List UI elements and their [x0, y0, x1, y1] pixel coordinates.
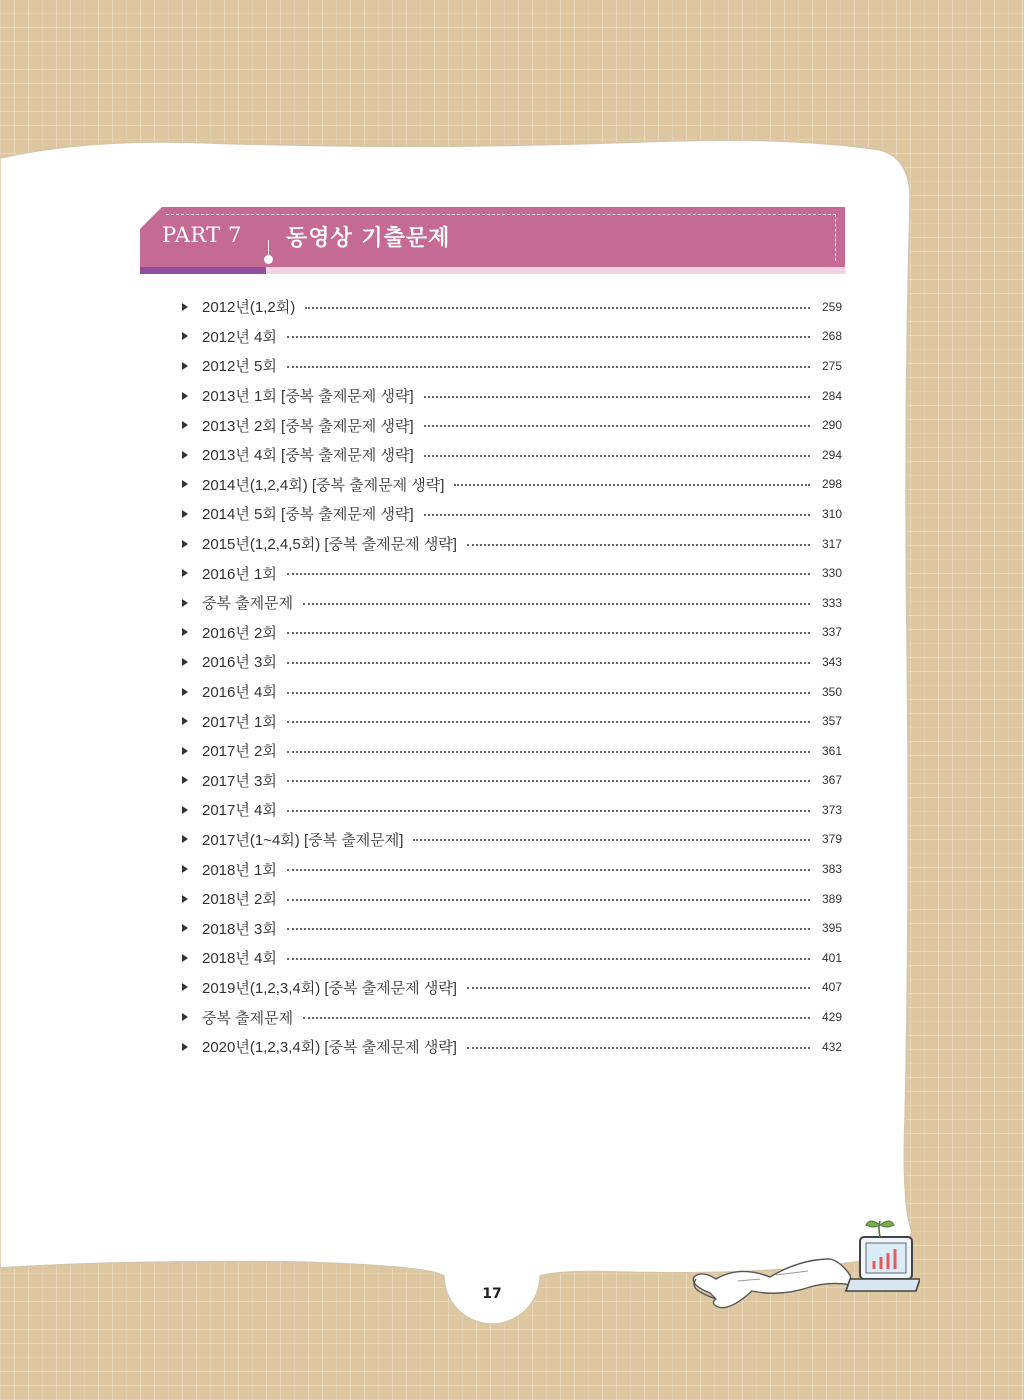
- part-header-underline-accent: [140, 267, 266, 274]
- triangle-bullet-icon: [182, 747, 188, 755]
- toc-entry[interactable]: [182, 470, 842, 500]
- toc-entry-label: 2018년 2회: [202, 891, 277, 909]
- toc-entry[interactable]: [182, 943, 842, 973]
- toc-entry-label: 2017년 3회: [202, 772, 277, 790]
- toc-entry[interactable]: [182, 854, 842, 884]
- toc-entry-label: 2012년 5회: [202, 358, 277, 376]
- toc-entry[interactable]: [182, 322, 842, 352]
- triangle-bullet-icon: [182, 1043, 188, 1051]
- triangle-bullet-icon: [182, 658, 188, 666]
- triangle-bullet-icon: [182, 451, 188, 459]
- toc-entry[interactable]: [182, 558, 842, 588]
- table-of-contents: [182, 292, 842, 1061]
- toc-entry[interactable]: [182, 706, 842, 736]
- dot-leader: [287, 780, 810, 782]
- part-header-dashed-border: [166, 214, 836, 261]
- toc-entry-page: 383: [821, 862, 842, 877]
- triangle-bullet-icon: [182, 332, 188, 340]
- triangle-bullet-icon: [182, 806, 188, 814]
- dot-leader: [424, 455, 810, 457]
- toc-entry-label: 2016년 4회: [202, 684, 277, 702]
- toc-entry[interactable]: [182, 499, 842, 529]
- dot-leader: [303, 603, 810, 605]
- toc-entry[interactable]: [182, 1002, 842, 1032]
- triangle-bullet-icon: [182, 717, 188, 725]
- dot-leader: [467, 987, 810, 989]
- toc-entry-label: 2018년 1회: [202, 861, 277, 879]
- triangle-bullet-icon: [182, 983, 188, 991]
- part-number: PART 7: [162, 223, 242, 247]
- toc-entry-page: 407: [821, 980, 842, 995]
- toc-entry[interactable]: [182, 588, 842, 618]
- toc-entry-page: 401: [821, 950, 842, 965]
- dot-leader: [467, 1047, 810, 1049]
- page-number: 17: [482, 1286, 502, 1302]
- dot-leader: [287, 632, 810, 634]
- toc-entry-label: 2014년 5회 [중복 출제문제 생략]: [202, 506, 414, 524]
- triangle-bullet-icon: [182, 688, 188, 696]
- toc-entry-page: 298: [821, 477, 842, 492]
- dot-leader: [287, 899, 810, 901]
- toc-entry-page: 294: [821, 447, 842, 462]
- toc-entry-label: 2016년 3회: [202, 654, 277, 672]
- dot-leader: [424, 514, 810, 516]
- triangle-bullet-icon: [182, 480, 188, 488]
- toc-entry-label: 2013년 1회 [중복 출제문제 생략]: [202, 388, 414, 406]
- toc-entry-page: 357: [821, 714, 842, 729]
- toc-entry-label: 2013년 2회 [중복 출제문제 생략]: [202, 417, 414, 435]
- triangle-bullet-icon: [182, 303, 188, 311]
- toc-entry[interactable]: [182, 529, 842, 559]
- toc-entry-label: 2017년 1회: [202, 713, 277, 731]
- part-title: 동영상 기출문제: [286, 226, 451, 251]
- toc-entry-page: 268: [821, 329, 842, 344]
- toc-entry-page: 432: [821, 1039, 842, 1054]
- toc-entry-page: 310: [821, 506, 842, 521]
- toc-entry-page: 379: [821, 832, 842, 847]
- toc-entry-page: 317: [821, 536, 842, 551]
- triangle-bullet-icon: [182, 924, 188, 932]
- toc-entry[interactable]: [182, 913, 842, 943]
- toc-entry-page: 284: [821, 388, 842, 403]
- dot-leader: [287, 751, 810, 753]
- toc-entry[interactable]: [182, 440, 842, 470]
- dot-leader: [287, 721, 810, 723]
- part-divider-stem: [268, 240, 269, 256]
- toc-entry-label: 2013년 4회 [중복 출제문제 생략]: [202, 447, 414, 465]
- toc-entry[interactable]: [182, 884, 842, 914]
- toc-entry[interactable]: [182, 381, 842, 411]
- dot-leader: [287, 366, 810, 368]
- triangle-bullet-icon: [182, 362, 188, 370]
- toc-entry-label: 2017년 4회: [202, 802, 277, 820]
- toc-entry-page: 389: [821, 891, 842, 906]
- triangle-bullet-icon: [182, 628, 188, 636]
- toc-entry[interactable]: [182, 825, 842, 855]
- toc-entry-label: 중복 출제문제: [202, 1009, 294, 1027]
- triangle-bullet-icon: [182, 1013, 188, 1021]
- toc-entry[interactable]: [182, 677, 842, 707]
- toc-entry[interactable]: [182, 973, 842, 1003]
- dot-leader: [287, 928, 810, 930]
- dot-leader: [287, 869, 810, 871]
- toc-entry-page: 395: [821, 921, 842, 936]
- toc-entry-label: 중복 출제문제: [202, 595, 294, 613]
- toc-entry-page: 290: [821, 418, 842, 433]
- triangle-bullet-icon: [182, 954, 188, 962]
- toc-entry-label: 2016년 2회: [202, 624, 277, 642]
- dot-leader: [287, 958, 810, 960]
- dot-leader: [454, 484, 810, 486]
- toc-entry-label: 2019년(1,2,3,4회) [중복 출제문제 생략]: [202, 979, 457, 997]
- triangle-bullet-icon: [182, 510, 188, 518]
- toc-entry-label: 2020년(1,2,3,4회) [중복 출제문제 생략]: [202, 1039, 457, 1057]
- toc-entry-page: 429: [821, 1010, 842, 1025]
- toc-entry-page: 373: [821, 802, 842, 817]
- triangle-bullet-icon: [182, 421, 188, 429]
- triangle-bullet-icon: [182, 569, 188, 577]
- triangle-bullet-icon: [182, 540, 188, 548]
- toc-entry-label: 2017년(1~4회) [중복 출제문제]: [202, 831, 404, 849]
- toc-entry-label: 2015년(1,2,4,5회) [중복 출제문제 생략]: [202, 536, 457, 554]
- toc-entry-label: 2016년 1회: [202, 565, 277, 583]
- toc-entry[interactable]: [182, 766, 842, 796]
- dot-leader: [305, 307, 810, 309]
- toc-entry-page: 259: [821, 299, 842, 314]
- toc-entry-page: 330: [821, 566, 842, 581]
- triangle-bullet-icon: [182, 599, 188, 607]
- toc-entry[interactable]: [182, 795, 842, 825]
- dot-leader: [287, 336, 810, 338]
- toc-entry-label: 2018년 4회: [202, 950, 277, 968]
- dot-leader: [303, 1017, 810, 1019]
- toc-entry[interactable]: [182, 647, 842, 677]
- laptop-with-paper-scroll-icon: [680, 1215, 920, 1325]
- triangle-bullet-icon: [182, 895, 188, 903]
- toc-entry[interactable]: [182, 351, 842, 381]
- dot-leader: [287, 662, 810, 664]
- triangle-bullet-icon: [182, 392, 188, 400]
- part-header-underline: [266, 267, 845, 274]
- dot-leader: [287, 692, 810, 694]
- dot-leader: [287, 573, 810, 575]
- toc-entry-page: 333: [821, 595, 842, 610]
- toc-entry[interactable]: [182, 736, 842, 766]
- toc-entry[interactable]: [182, 618, 842, 648]
- dot-leader: [424, 396, 810, 398]
- dot-leader: [413, 839, 810, 841]
- dot-leader: [424, 425, 810, 427]
- triangle-bullet-icon: [182, 865, 188, 873]
- triangle-bullet-icon: [182, 835, 188, 843]
- toc-entry[interactable]: [182, 1032, 842, 1062]
- part-divider-dot: [264, 255, 273, 264]
- toc-entry-label: 2014년(1,2,4회) [중복 출제문제 생략]: [202, 476, 445, 494]
- toc-entry[interactable]: [182, 410, 842, 440]
- toc-entry-page: 337: [821, 625, 842, 640]
- toc-entry-label: 2012년(1,2회): [202, 299, 296, 317]
- toc-entry-page: 343: [821, 654, 842, 669]
- dot-leader: [467, 544, 810, 546]
- toc-entry-page: 275: [821, 358, 842, 373]
- toc-entry-label: 2017년 2회: [202, 743, 277, 761]
- part-header: [140, 207, 845, 275]
- toc-entry-label: 2018년 3회: [202, 920, 277, 938]
- triangle-bullet-icon: [182, 776, 188, 784]
- toc-entry[interactable]: [182, 292, 842, 322]
- dot-leader: [287, 810, 810, 812]
- toc-entry-page: 350: [821, 684, 842, 699]
- toc-entry-label: 2012년 4회: [202, 328, 277, 346]
- toc-entry-page: 367: [821, 773, 842, 788]
- toc-entry-page: 361: [821, 743, 842, 758]
